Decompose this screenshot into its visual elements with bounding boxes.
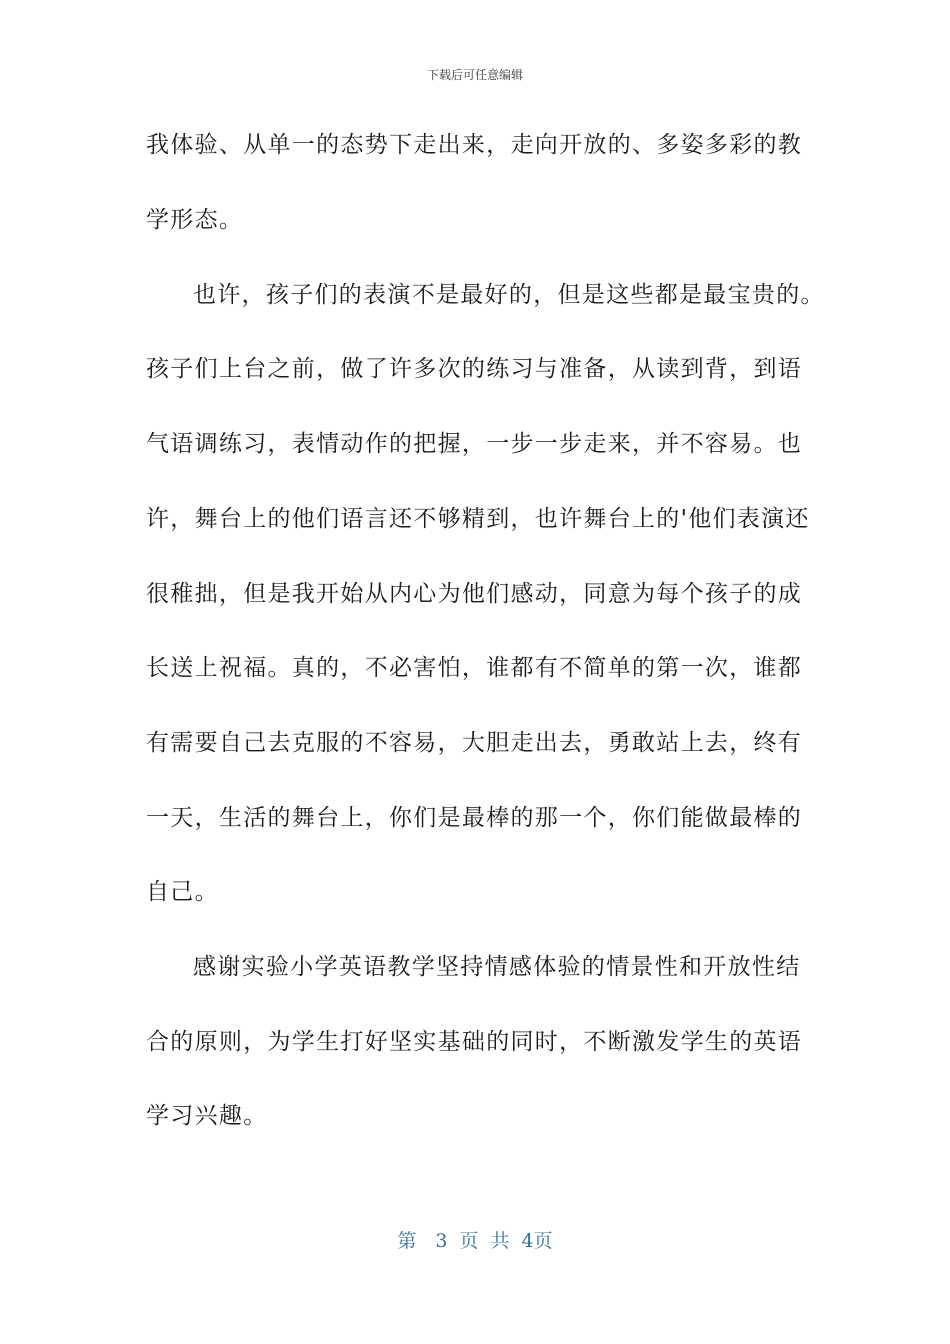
body-line: 气语调练习，表情动作的把握，一步一步走来，并不容易。也 — [146, 431, 803, 457]
body-line: 长送上祝福。真的，不必害怕，谁都有不简单的第一次，谁都 — [146, 655, 803, 681]
body-line: 合的原则，为学生打好坚实基础的同时，不断激发学生的英语 — [146, 1029, 803, 1055]
paragraph-start-line: 感谢实验小学英语教学坚持情感体验的情景性和开放性结 — [193, 954, 801, 980]
body-line: 有需要自己去克服的不容易，大胆走出去，勇敢站上去，终有 — [146, 730, 803, 756]
body-line: 自己。 — [146, 879, 219, 905]
page-header: 下载后可任意编辑 — [426, 68, 523, 82]
body-line: 很稚拙，但是我开始从内心为他们感动，同意为每个孩子的成 — [146, 581, 803, 607]
body-line: 一天，生活的舞台上，你们是最棒的那一个，你们能做最棒的 — [146, 805, 803, 831]
body-line: 我体验、从单一的态势下走出来，走向开放的、多姿多彩的教 — [146, 132, 803, 158]
page-number-footer: 第 3 页 共 4页 — [397, 1230, 553, 1252]
body-line: 许，舞台上的他们语言还不够精到，也许舞台上的'他们表演还 — [146, 506, 810, 532]
body-line: 孩子们上台之前，做了许多次的练习与准备，从读到背，到语 — [146, 356, 803, 382]
body-line: 学习兴趣。 — [146, 1103, 268, 1129]
paragraph-start-line: 也许，孩子们的表演不是最好的，但是这些都是最宝贵的。 — [193, 282, 825, 308]
body-line: 学形态。 — [146, 207, 244, 233]
